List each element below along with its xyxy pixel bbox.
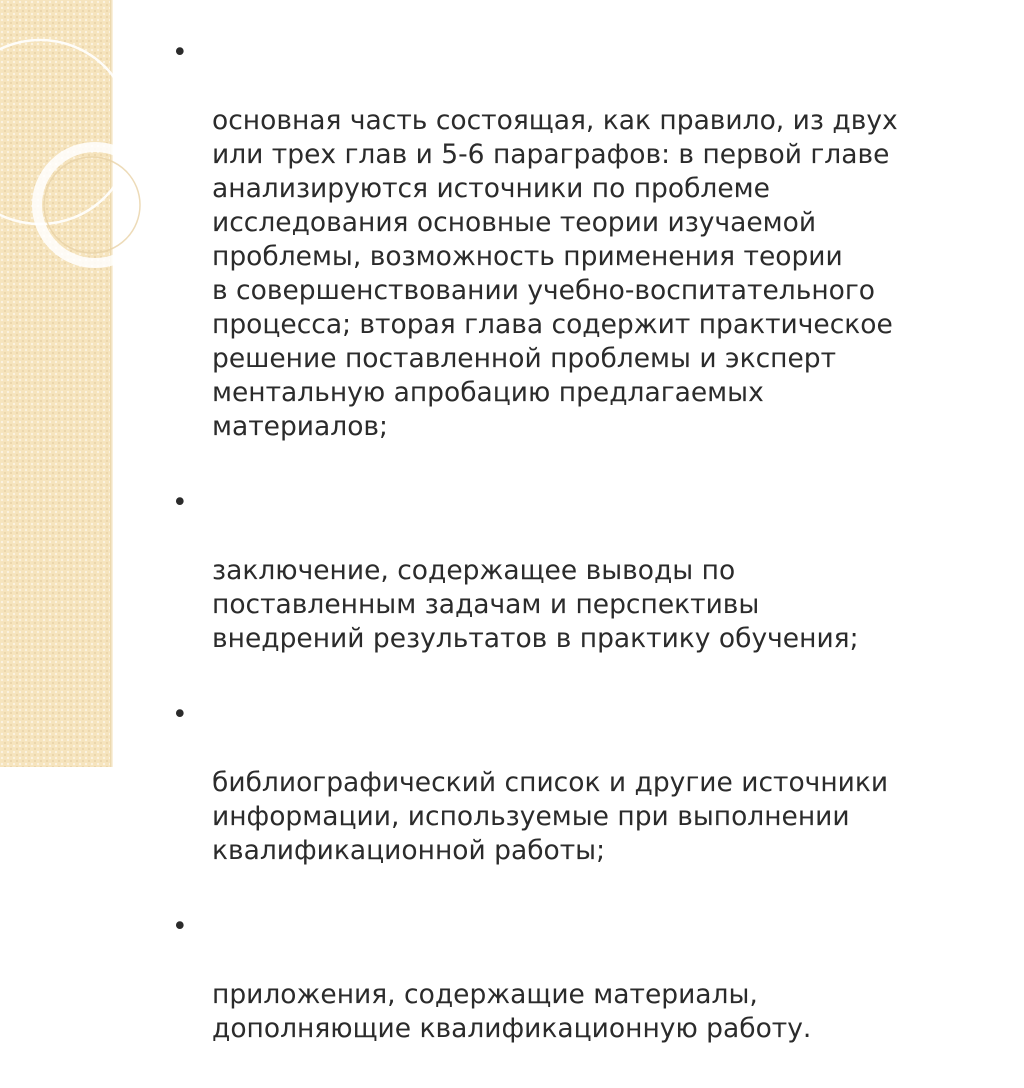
list-item xyxy=(172,486,992,690)
bullet-list xyxy=(172,36,992,1088)
list-item-text: основная часть состоящая, как правило, из двух или трех глав и 5-6 параграфов: в первой главе анализируются источники по проблеме исследования основные теории изучаемой проблемы, возможность применения теории в совершенствовании учебно-воспитательного процесса; вторая глава содержит практическое решение поставленной проблемы и эксперт ментальную апробацию предлагаемых материалов; xyxy=(212,105,898,442)
list-item-text: приложения, содержащие материалы, дополняющие квалификационную работу. xyxy=(212,979,812,1044)
decorative-rings xyxy=(0,0,200,330)
bullet-icon: • xyxy=(172,911,188,942)
list-item xyxy=(172,698,992,902)
large-ring xyxy=(0,40,132,224)
list-item-text: библиографический список и другие источники информации, используемые при выполнении квалификационной работы; xyxy=(212,767,889,866)
list-item-text: заключение, содержащее выводы по поставленным задачам и перспективы внедрений результатов в практику обучения; xyxy=(212,555,859,654)
bullet-icon: • xyxy=(172,487,188,518)
list-item xyxy=(172,36,992,478)
bullet-icon: • xyxy=(172,37,188,68)
small-ring xyxy=(44,157,140,253)
list-item xyxy=(172,910,992,1080)
bullet-icon: • xyxy=(172,699,188,730)
